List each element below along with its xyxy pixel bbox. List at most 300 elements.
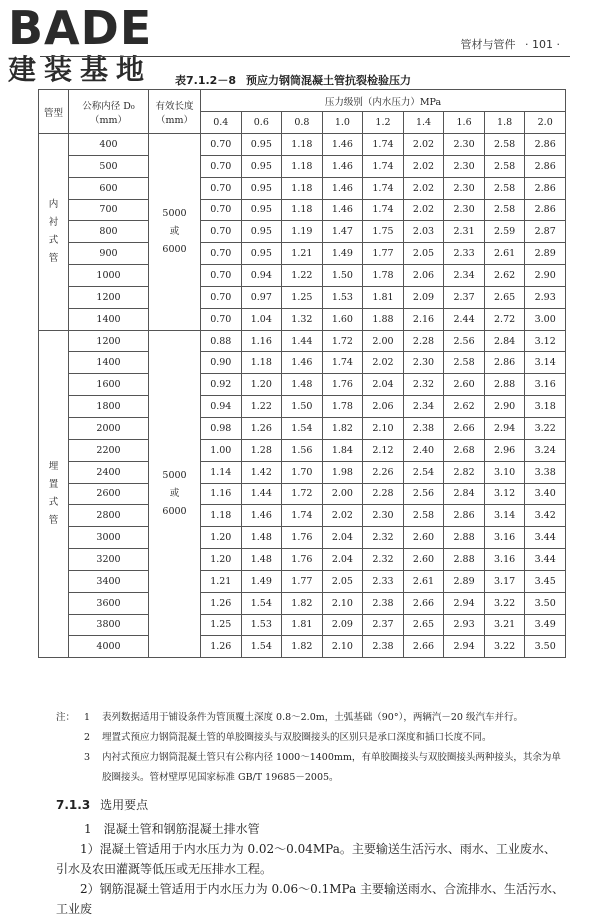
header-length <box>149 90 201 134</box>
table-row <box>39 374 566 396</box>
diameter-cell: 1400 <box>69 352 149 374</box>
logo <box>8 2 178 86</box>
diameter-cell: 1400 <box>69 308 149 330</box>
pressure-value-cell: 2.84 <box>444 483 485 505</box>
pressure-value-cell: 1.46 <box>322 199 363 221</box>
pressure-value-cell: 1.44 <box>282 330 323 352</box>
pressure-value-cell: 2.09 <box>322 614 363 636</box>
pressure-value-cell: 0.70 <box>201 199 242 221</box>
table-row <box>39 286 566 308</box>
pressure-value-cell: 1.18 <box>282 155 323 177</box>
pressure-value-cell: 1.28 <box>241 439 282 461</box>
pressure-level: 1.6 <box>444 112 485 134</box>
pressure-value-cell: 2.90 <box>484 396 525 418</box>
pressure-value-cell: 2.58 <box>484 155 525 177</box>
pressure-value-cell: 2.62 <box>484 265 525 287</box>
pressure-value-cell: 2.89 <box>444 570 485 592</box>
header-pipe-type: 管型 <box>39 90 69 134</box>
diameter-cell: 1200 <box>69 330 149 352</box>
header-diameter-label: 公称内径 D₀ <box>82 100 135 112</box>
pressure-value-cell: 1.49 <box>322 243 363 265</box>
pressure-value-cell: 2.06 <box>403 265 444 287</box>
table-row <box>39 177 566 199</box>
table-notes <box>56 708 566 788</box>
pressure-value-cell: 2.37 <box>444 286 485 308</box>
diameter-cell: 1800 <box>69 396 149 418</box>
pressure-value-cell: 2.30 <box>363 505 404 527</box>
pressure-value-cell: 2.34 <box>444 265 485 287</box>
pressure-value-cell: 0.98 <box>201 417 242 439</box>
pressure-value-cell: 1.48 <box>241 527 282 549</box>
pressure-level: 1.0 <box>322 112 363 134</box>
pressure-value-cell: 1.81 <box>363 286 404 308</box>
pressure-value-cell: 1.18 <box>282 177 323 199</box>
pressure-value-cell: 2.82 <box>444 461 485 483</box>
table-row <box>39 483 566 505</box>
pipe-type-char: 衬 <box>48 216 59 228</box>
pressure-value-cell: 2.93 <box>444 614 485 636</box>
pressure-value-cell: 2.61 <box>403 570 444 592</box>
pressure-value-cell: 1.54 <box>241 636 282 658</box>
pipe-type-char: 管 <box>48 514 59 526</box>
pressure-value-cell: 2.58 <box>484 177 525 199</box>
pressure-value-cell: 1.21 <box>282 243 323 265</box>
pressure-value-cell: 3.16 <box>484 527 525 549</box>
pressure-value-cell: 3.50 <box>525 592 566 614</box>
table-number: 表7.1.2－8 <box>175 74 236 87</box>
pressure-value-cell: 2.12 <box>363 439 404 461</box>
pressure-value-cell: 3.22 <box>484 592 525 614</box>
pressure-value-cell: 0.70 <box>201 243 242 265</box>
pressure-value-cell: 3.44 <box>525 527 566 549</box>
table-row <box>39 417 566 439</box>
paragraph: 2）钢筋混凝土管适用于内水压力为 0.06～0.1MPa 主要输送雨水、合流排水、生活污水、工业废 <box>56 882 565 916</box>
table-title-text: 预应力钢筒混凝土管抗裂检验压力 <box>245 74 411 87</box>
pressure-value-cell: 1.74 <box>363 199 404 221</box>
logo-sub-text: 建装基地 <box>8 53 153 86</box>
table-row <box>39 243 566 265</box>
notes-label: 注： <box>56 712 76 723</box>
pressure-value-cell: 0.92 <box>201 374 242 396</box>
pressure-value-cell: 2.58 <box>484 199 525 221</box>
pressure-value-cell: 1.46 <box>322 177 363 199</box>
pressure-value-cell: 2.62 <box>444 396 485 418</box>
diameter-cell: 2800 <box>69 505 149 527</box>
pressure-value-cell: 2.37 <box>363 614 404 636</box>
header-rule <box>40 56 570 57</box>
pressure-value-cell: 0.94 <box>241 265 282 287</box>
pressure-value-cell: 2.60 <box>403 527 444 549</box>
pressure-value-cell: 2.04 <box>322 527 363 549</box>
pressure-value-cell: 3.45 <box>525 570 566 592</box>
pressure-value-cell: 2.86 <box>525 177 566 199</box>
pressure-value-cell: 2.02 <box>363 352 404 374</box>
pressure-value-cell: 2.02 <box>403 177 444 199</box>
pressure-value-cell: 3.44 <box>525 549 566 571</box>
diameter-cell: 3800 <box>69 614 149 636</box>
pressure-value-cell: 2.72 <box>484 308 525 330</box>
pressure-value-cell: 1.26 <box>201 592 242 614</box>
pressure-value-cell: 3.22 <box>525 417 566 439</box>
pressure-value-cell: 1.77 <box>363 243 404 265</box>
pressure-value-cell: 1.56 <box>282 439 323 461</box>
length-line: 6000 <box>162 243 187 255</box>
pressure-value-cell: 3.10 <box>484 461 525 483</box>
pressure-value-cell: 3.14 <box>484 505 525 527</box>
pressure-value-cell: 2.34 <box>403 396 444 418</box>
pressure-value-cell: 2.61 <box>484 243 525 265</box>
pressure-value-cell: 2.32 <box>363 527 404 549</box>
table-row <box>39 308 566 330</box>
pressure-value-cell: 2.32 <box>403 374 444 396</box>
pressure-value-cell: 2.02 <box>403 199 444 221</box>
pressure-value-cell: 0.90 <box>201 352 242 374</box>
pressure-value-cell: 2.58 <box>403 505 444 527</box>
pressure-value-cell: 2.09 <box>403 286 444 308</box>
diameter-cell: 1200 <box>69 286 149 308</box>
pressure-value-cell: 2.40 <box>403 439 444 461</box>
pressure-value-cell: 2.05 <box>322 570 363 592</box>
pressure-value-cell: 0.95 <box>241 155 282 177</box>
pressure-value-cell: 2.30 <box>403 352 444 374</box>
pressure-value-cell: 1.54 <box>282 417 323 439</box>
pressure-value-cell: 0.95 <box>241 243 282 265</box>
length-line: 6000 <box>162 505 187 517</box>
header-length-label: 有效长度 <box>155 100 194 112</box>
pressure-level: 2.0 <box>525 112 566 134</box>
pressure-value-cell: 1.84 <box>322 439 363 461</box>
pressure-value-cell: 1.20 <box>201 527 242 549</box>
diameter-cell: 800 <box>69 221 149 243</box>
length-line: 5000 <box>162 469 187 481</box>
pressure-value-cell: 2.94 <box>444 636 485 658</box>
section-heading <box>56 796 148 813</box>
pressure-value-cell: 2.94 <box>484 417 525 439</box>
pressure-value-cell: 1.46 <box>241 505 282 527</box>
pressure-value-cell: 1.81 <box>282 614 323 636</box>
pressure-value-cell: 0.70 <box>201 308 242 330</box>
pressure-value-cell: 2.66 <box>403 592 444 614</box>
page-number: · 101 · <box>525 38 560 51</box>
diameter-cell: 600 <box>69 177 149 199</box>
table-row <box>39 134 566 156</box>
pressure-value-cell: 2.26 <box>363 461 404 483</box>
pressure-value-cell: 3.50 <box>525 636 566 658</box>
pressure-value-cell: 1.72 <box>282 483 323 505</box>
pressure-value-cell: 1.48 <box>282 374 323 396</box>
pressure-value-cell: 3.49 <box>525 614 566 636</box>
diameter-cell: 1600 <box>69 374 149 396</box>
pressure-value-cell: 2.65 <box>484 286 525 308</box>
pressure-value-cell: 1.60 <box>322 308 363 330</box>
pressure-value-cell: 2.54 <box>403 461 444 483</box>
pressure-value-cell: 1.50 <box>322 265 363 287</box>
pressure-value-cell: 2.38 <box>363 636 404 658</box>
pressure-level: 0.4 <box>201 112 242 134</box>
pressure-value-cell: 0.70 <box>201 221 242 243</box>
pipe-type-char: 置 <box>48 478 59 490</box>
pressure-value-cell: 1.04 <box>241 308 282 330</box>
pressure-value-cell: 1.16 <box>201 483 242 505</box>
pressure-value-cell: 0.70 <box>201 134 242 156</box>
pressure-value-cell: 2.05 <box>403 243 444 265</box>
pressure-value-cell: 2.44 <box>444 308 485 330</box>
table-row <box>39 352 566 374</box>
pipe-type-char: 式 <box>48 496 59 508</box>
pressure-value-cell: 0.95 <box>241 177 282 199</box>
table-row <box>39 549 566 571</box>
pressure-value-cell: 1.25 <box>282 286 323 308</box>
pressure-value-cell: 2.02 <box>403 155 444 177</box>
table-row <box>39 527 566 549</box>
diameter-cell: 3000 <box>69 527 149 549</box>
header-diameter-unit: （mm） <box>89 114 128 126</box>
diameter-cell: 2200 <box>69 439 149 461</box>
pressure-value-cell: 1.54 <box>241 592 282 614</box>
pressure-value-cell: 2.30 <box>444 134 485 156</box>
pressure-value-cell: 2.88 <box>444 527 485 549</box>
pressure-value-cell: 1.72 <box>322 330 363 352</box>
table-row <box>39 199 566 221</box>
pressure-value-cell: 1.18 <box>282 134 323 156</box>
diameter-cell: 1000 <box>69 265 149 287</box>
pressure-value-cell: 3.42 <box>525 505 566 527</box>
diameter-cell: 500 <box>69 155 149 177</box>
pressure-value-cell: 3.40 <box>525 483 566 505</box>
table-title <box>175 72 421 88</box>
pressure-value-cell: 2.30 <box>444 177 485 199</box>
pressure-value-cell: 3.22 <box>484 636 525 658</box>
pressure-value-cell: 1.76 <box>322 374 363 396</box>
pressure-value-cell: 3.17 <box>484 570 525 592</box>
pressure-value-cell: 2.86 <box>525 199 566 221</box>
pressure-value-cell: 2.02 <box>322 505 363 527</box>
pressure-value-cell: 3.18 <box>525 396 566 418</box>
diameter-cell: 2400 <box>69 461 149 483</box>
pressure-value-cell: 2.33 <box>363 570 404 592</box>
pressure-value-cell: 2.88 <box>484 374 525 396</box>
pressure-value-cell: 2.88 <box>444 549 485 571</box>
pressure-value-cell: 2.38 <box>363 592 404 614</box>
pressure-value-cell: 1.88 <box>363 308 404 330</box>
pressure-value-cell: 2.28 <box>363 483 404 505</box>
pressure-value-cell: 2.59 <box>484 221 525 243</box>
pressure-value-cell: 0.70 <box>201 265 242 287</box>
pressure-value-cell: 2.30 <box>444 199 485 221</box>
pressure-value-cell: 2.96 <box>484 439 525 461</box>
pressure-value-cell: 2.60 <box>444 374 485 396</box>
section-number: 7.1.3 <box>56 798 91 812</box>
pressure-value-cell: 1.44 <box>241 483 282 505</box>
pressure-value-cell: 2.86 <box>444 505 485 527</box>
note-item <box>56 708 566 728</box>
pressure-value-cell: 2.04 <box>322 549 363 571</box>
pressure-value-cell: 2.93 <box>525 286 566 308</box>
pipe-type-char: 内 <box>48 198 59 210</box>
pressure-value-cell: 2.10 <box>322 636 363 658</box>
pressure-value-cell: 2.66 <box>403 636 444 658</box>
pressure-value-cell: 1.32 <box>282 308 323 330</box>
pressure-value-cell: 2.84 <box>484 330 525 352</box>
pipe-type-char: 管 <box>48 252 59 264</box>
pressure-value-cell: 1.78 <box>363 265 404 287</box>
table-row <box>39 505 566 527</box>
pressure-value-cell: 2.00 <box>322 483 363 505</box>
pressure-value-cell: 2.38 <box>403 417 444 439</box>
pressure-value-cell: 3.00 <box>525 308 566 330</box>
pressure-value-cell: 2.89 <box>525 243 566 265</box>
pressure-value-cell: 3.16 <box>484 549 525 571</box>
pressure-value-cell: 0.95 <box>241 221 282 243</box>
pressure-value-cell: 0.97 <box>241 286 282 308</box>
pressure-value-cell: 1.76 <box>282 549 323 571</box>
pressure-value-cell: 2.16 <box>403 308 444 330</box>
length-cell <box>149 134 201 331</box>
table-row <box>39 155 566 177</box>
pressure-value-cell: 1.74 <box>363 155 404 177</box>
pressure-value-cell: 0.88 <box>201 330 242 352</box>
pressure-value-cell: 2.58 <box>484 134 525 156</box>
pressure-value-cell: 2.86 <box>484 352 525 374</box>
table-row <box>39 221 566 243</box>
paragraph: 1）混凝土管适用于内水压力为 0.02～0.04MPa。主要输送生活污水、雨水、工业废水、引水及农田灌溉等低压或无压排水工程。 <box>56 842 556 876</box>
pressure-value-cell: 2.04 <box>363 374 404 396</box>
pressure-value-cell: 2.90 <box>525 265 566 287</box>
pressure-value-cell: 1.53 <box>241 614 282 636</box>
pressure-value-cell: 3.38 <box>525 461 566 483</box>
pipe-type-char: 式 <box>48 234 59 246</box>
pressure-value-cell: 1.20 <box>201 549 242 571</box>
table-row <box>39 570 566 592</box>
pressure-value-cell: 2.86 <box>525 155 566 177</box>
table-row <box>39 396 566 418</box>
pressure-value-cell: 2.06 <box>363 396 404 418</box>
pipe-type-cell <box>39 330 69 658</box>
length-line: 5000 <box>162 207 187 219</box>
pressure-value-cell: 0.95 <box>241 199 282 221</box>
diameter-cell: 2600 <box>69 483 149 505</box>
length-cell <box>149 330 201 658</box>
note-text: 埋置式预应力钢筒混凝土管的单胶圈接头与双胶圈接头的区别只是承口深度和插口长度不同。 <box>102 732 492 743</box>
pressure-value-cell: 1.22 <box>282 265 323 287</box>
diameter-cell: 900 <box>69 243 149 265</box>
note-item <box>56 748 566 788</box>
pressure-value-cell: 2.02 <box>403 134 444 156</box>
diameter-cell: 400 <box>69 134 149 156</box>
pressure-value-cell: 1.74 <box>363 177 404 199</box>
header-pressure: 压力级别（内水压力）MPa <box>201 90 566 112</box>
pressure-level: 1.8 <box>484 112 525 134</box>
pressure-value-cell: 2.56 <box>444 330 485 352</box>
paragraph: 1 混凝土管和钢筋混凝土排水管 <box>84 822 260 836</box>
pressure-value-cell: 1.77 <box>282 570 323 592</box>
diameter-cell: 4000 <box>69 636 149 658</box>
pressure-value-cell: 1.25 <box>201 614 242 636</box>
pressure-value-cell: 2.00 <box>363 330 404 352</box>
note-number: 2 <box>84 732 91 743</box>
pressure-value-cell: 1.47 <box>322 221 363 243</box>
pressure-value-cell: 2.32 <box>363 549 404 571</box>
pressure-value-cell: 3.24 <box>525 439 566 461</box>
pressure-value-cell: 3.14 <box>525 352 566 374</box>
pressure-value-cell: 2.56 <box>403 483 444 505</box>
pressure-value-cell: 2.33 <box>444 243 485 265</box>
pressure-value-cell: 0.70 <box>201 155 242 177</box>
pressure-value-cell: 0.94 <box>201 396 242 418</box>
pressure-value-cell: 2.31 <box>444 221 485 243</box>
pressure-value-cell: 1.74 <box>363 134 404 156</box>
pressure-value-cell: 2.10 <box>363 417 404 439</box>
note-text: 内衬式预应力钢筒混凝土管只有公称内径 1000～1400mm，有单胶圈接头与双胶圈接头两种接头，其余为单胶圈接头。管材壁厚见国家标准 GB/T 19685－2005。 <box>102 752 561 783</box>
table-row <box>39 330 566 352</box>
pressure-value-cell: 3.12 <box>484 483 525 505</box>
logo-main-text: BADE <box>8 1 153 55</box>
pressure-value-cell: 1.48 <box>241 549 282 571</box>
pressure-value-cell: 2.10 <box>322 592 363 614</box>
pressure-value-cell: 1.14 <box>201 461 242 483</box>
pressure-level: 1.4 <box>403 112 444 134</box>
table-row <box>39 636 566 658</box>
pressure-value-cell: 2.65 <box>403 614 444 636</box>
pressure-level: 0.8 <box>282 112 323 134</box>
pressure-value-cell: 1.42 <box>241 461 282 483</box>
pressure-value-cell: 1.76 <box>282 527 323 549</box>
pressure-value-cell: 2.30 <box>444 155 485 177</box>
note-number: 1 <box>84 712 91 723</box>
pressure-value-cell: 1.46 <box>322 155 363 177</box>
pressure-value-cell: 3.12 <box>525 330 566 352</box>
pressure-value-cell: 1.70 <box>282 461 323 483</box>
pressure-value-cell: 1.00 <box>201 439 242 461</box>
pressure-value-cell: 3.21 <box>484 614 525 636</box>
pressure-value-cell: 2.60 <box>403 549 444 571</box>
diameter-cell: 3600 <box>69 592 149 614</box>
pressure-value-cell: 1.18 <box>282 199 323 221</box>
pressure-value-cell: 1.82 <box>322 417 363 439</box>
pipe-type-char: 埋 <box>48 460 59 472</box>
pressure-value-cell: 1.26 <box>241 417 282 439</box>
diameter-cell: 700 <box>69 199 149 221</box>
pressure-value-cell: 0.70 <box>201 286 242 308</box>
pressure-level: 0.6 <box>241 112 282 134</box>
pressure-value-cell: 1.74 <box>282 505 323 527</box>
pressure-value-cell: 3.16 <box>525 374 566 396</box>
pressure-value-cell: 2.58 <box>444 352 485 374</box>
header-section: 管材与管件 <box>460 38 516 51</box>
pressure-value-cell: 1.82 <box>282 592 323 614</box>
length-line: 或 <box>169 225 180 237</box>
pressure-value-cell: 2.66 <box>444 417 485 439</box>
pressure-value-cell: 1.46 <box>282 352 323 374</box>
pressure-value-cell: 1.50 <box>282 396 323 418</box>
diameter-cell: 2000 <box>69 417 149 439</box>
pressure-value-cell: 1.21 <box>201 570 242 592</box>
table-row <box>39 461 566 483</box>
pressure-value-cell: 1.16 <box>241 330 282 352</box>
length-line: 或 <box>169 487 180 499</box>
pressure-value-cell: 2.03 <box>403 221 444 243</box>
table-row <box>39 614 566 636</box>
pressure-value-cell: 1.49 <box>241 570 282 592</box>
pressure-value-cell: 1.78 <box>322 396 363 418</box>
pressure-value-cell: 1.18 <box>241 352 282 374</box>
pressure-value-cell: 1.46 <box>322 134 363 156</box>
pressure-value-cell: 2.68 <box>444 439 485 461</box>
pressure-value-cell: 1.26 <box>201 636 242 658</box>
pressure-value-cell: 1.19 <box>282 221 323 243</box>
diameter-cell: 3400 <box>69 570 149 592</box>
pressure-value-cell: 1.18 <box>201 505 242 527</box>
